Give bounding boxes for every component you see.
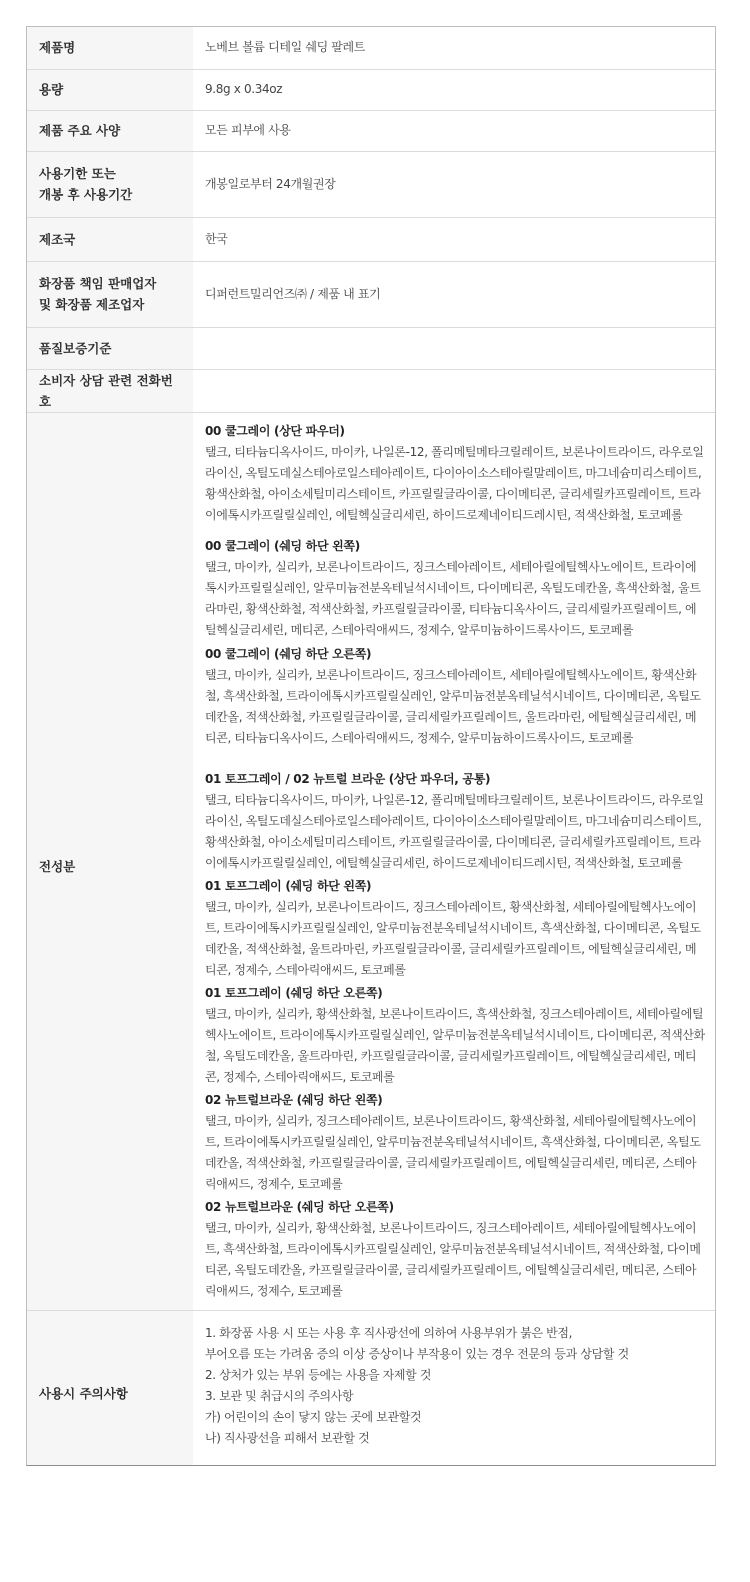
row-label: 용량 <box>27 69 193 110</box>
row-precautions <box>27 1310 715 1465</box>
row-label: 품질보증기준 <box>27 327 193 369</box>
ingredient-section-title: 02 뉴트럴브라운 (쉐딩 하단 오른쪽) <box>205 1199 394 1214</box>
row-product-name <box>27 27 715 69</box>
ingredient-section <box>205 876 705 981</box>
ingredient-section-title: 01 토프그레이 (쉐딩 하단 오른쪽) <box>205 985 383 1000</box>
row-label <box>27 261 193 327</box>
ingredient-section-body: 탤크, 마이카, 실리카, 징크스테아레이트, 보론나이트라이드, 황색산화철, 세테아릴에틸헥사노에이트, 트라이에톡시카프릴릴실레인, 알루미늄전분옥테닐석시네이트, 흑색산화철, 다이메티콘, 옥틸도데칸올, 적색산화철, 카프릴릴글라이콜, 글리세릴카프릴레이트, 에틸헥실글리세린, 메티콘, 스테아릭애씨드, 정제수, 토코페롤 <box>205 1113 701 1191</box>
ingredient-section-body: 탤크, 티타늄디옥사이드, 마이카, 나일론-12, 폴리메틸메타크릴레이트, 보론나이트라이드, 라우로일라이신, 옥틸도데실스테아로일스테아레이트, 다이아이소스테아릴말레이트, 마그네슘미리스테이트, 황색산화철, 아이소세틸미리스테이트, 카프릴릴글라이콜, 다이메티콘, 글리세릴카프릴레이트, 트라이에톡시카프릴릴실레인, 에틸헥실글리세린, 하이드로제네이티드레시틴, 적색산화철, 토코페롤 <box>205 792 704 870</box>
ingredient-section-body: 탤크, 티타늄디옥사이드, 마이카, 나일론-12, 폴리메틸메타크릴레이트, 보론나이트라이드, 라우로일라이신, 옥틸도데실스테아로일스테아레이트, 다이아이소스테아릴말레이트, 마그네슘미리스테이트, 황색산화철, 아이소세틸미리스테이트, 카프릴릴글라이콜, 다이메티콘, 글리세릴카프릴레이트, 트라이에톡시카프릴릴실레인, 에틸헥실글리세린, 하이드로제네이티드레시틴, 적색산화철, 토코페롤 <box>205 444 704 522</box>
ingredients-list <box>193 412 715 1310</box>
ingredient-section-title: 02 뉴트럴브라운 (쉐딩 하단 왼쪽) <box>205 1092 383 1107</box>
ingredient-section <box>205 536 705 641</box>
row-value <box>193 327 715 369</box>
row-label: 전성분 <box>27 412 193 1310</box>
ingredient-section-title: 01 토프그레이 / 02 뉴트럴 브라운 (상단 파우더, 공통) <box>205 771 491 786</box>
ingredient-section <box>205 1090 705 1195</box>
row-spec <box>27 110 715 151</box>
ingredient-section <box>205 983 705 1088</box>
row-capacity <box>27 69 715 110</box>
ingredient-section-title: 01 토프그레이 (쉐딩 하단 왼쪽) <box>205 878 372 893</box>
precaution-line: 나) 직사광선을 피해서 보관할 것 <box>205 1430 370 1445</box>
ingredient-section <box>205 769 705 874</box>
row-label: 제조국 <box>27 217 193 261</box>
ingredient-section <box>205 421 705 526</box>
ingredient-section-title: 00 쿨그레이 (쉐딩 하단 오른쪽) <box>205 646 372 661</box>
info-table <box>27 27 715 1465</box>
precaution-line: 2. 상처가 있는 부위 등에는 사용을 자제할 것 <box>205 1367 432 1382</box>
ingredient-section-body: 탤크, 마이카, 실리카, 보론나이트라이드, 징크스테아레이트, 세테아릴에틸헥사노에이트, 황색산화철, 흑색산화철, 트라이에톡시카프릴릴실레인, 알루미늄전분옥테닐석시네이트, 다이메티콘, 옥틸도데칸올, 적색산화철, 카프릴릴글라이콜, 글리세릴카프릴레이트, 울트라마린, 에틸헥실글리세린, 메티콘, 티타늄디옥사이드, 스테아릭애씨드, 정제수, 알루미늄하이드록사이드, 토코페롤 <box>205 667 701 745</box>
precaution-line: 1. 화장품 사용 시 또는 사용 후 직사광선에 의하여 사용부위가 붉은 반점, <box>205 1325 573 1340</box>
row-quality-standard <box>27 327 715 369</box>
row-label: 제품명 <box>27 27 193 69</box>
row-label-line: 화장품 책임 판매업자 <box>39 276 157 291</box>
row-label-line: 및 화장품 제조업자 <box>39 297 145 312</box>
product-info-table <box>26 26 716 1466</box>
precautions-list <box>193 1310 715 1465</box>
precaution-line: 가) 어린이의 손이 닿지 않는 곳에 보관할것 <box>205 1409 422 1424</box>
row-value: 모든 피부에 사용 <box>193 110 715 151</box>
ingredient-section-body: 탤크, 마이카, 실리카, 황색산화철, 보론나이트라이드, 징크스테아레이트, 세테아릴에틸헥사노에이트, 흑색산화철, 트라이에톡시카프릴릴실레인, 알루미늄전분옥테닐석시네이트, 적색산화철, 다이메티콘, 옥틸도데칸올, 카프릴릴글라이콜, 글리세릴카프릴레이트, 에틸헥실글리세린, 메티콘, 스테아릭애씨드, 정제수, 토코페롤 <box>205 1220 701 1298</box>
row-phone <box>27 369 715 412</box>
row-label-line: 사용기한 또는 <box>39 166 116 181</box>
row-manufacturer <box>27 261 715 327</box>
precaution-line: 3. 보관 및 취급시의 주의사항 <box>205 1388 354 1403</box>
ingredient-section-body: 탤크, 마이카, 실리카, 보론나이트라이드, 징크스테아레이트, 세테아릴에틸헥사노에이트, 트라이에톡시카프릴릴실레인, 알루미늄전분옥테닐석시네이트, 다이메티콘, 옥틸도데칸올, 흑색산화철, 울트라마린, 황색산화철, 적색산화철, 카프릴릴글라이콜, 티타늄디옥사이드, 글리세릴카프릴레이트, 에틸헥실글리세린, 메티콘, 스테아릭애씨드, 정제수, 알루미늄하이드록사이드, 토코페롤 <box>205 559 701 637</box>
ingredient-section-title: 00 쿨그레이 (쉐딩 하단 왼쪽) <box>205 538 360 553</box>
row-label: 사용시 주의사항 <box>27 1310 193 1465</box>
row-label: 제품 주요 사양 <box>27 110 193 151</box>
row-value: 9.8g x 0.34oz <box>193 69 715 110</box>
row-label: 소비자 상담 관련 전화번호 <box>27 369 193 412</box>
ingredient-section <box>205 1197 705 1302</box>
row-value <box>193 369 715 412</box>
ingredient-section-title: 00 쿨그레이 (상단 파우더) <box>205 423 345 438</box>
row-ingredients <box>27 412 715 1310</box>
row-value: 한국 <box>193 217 715 261</box>
row-label <box>27 151 193 217</box>
row-country <box>27 217 715 261</box>
ingredient-section-body: 탤크, 마이카, 실리카, 보론나이트라이드, 징크스테아레이트, 황색산화철, 세테아릴에틸헥사노에이트, 트라이에톡시카프릴릴실레인, 알루미늄전분옥테닐석시네이트, 흑색산화철, 다이메티콘, 옥틸도데칸올, 적색산화철, 울트라마린, 카프릴릴글라이콜, 글리세릴카프릴레이트, 에틸헥실글리세린, 메티콘, 정제수, 스테아릭애씨드, 토코페롤 <box>205 899 701 977</box>
row-expiry <box>27 151 715 217</box>
row-value: 개봉일로부터 24개월권장 <box>193 151 715 217</box>
row-value: 노베브 볼륨 디테일 쉐딩 팔레트 <box>193 27 715 69</box>
ingredient-section-body: 탤크, 마이카, 실리카, 황색산화철, 보론나이트라이드, 흑색산화철, 징크스테아레이트, 세테아릴에틸헥사노에이트, 트라이에톡시카프릴릴실레인, 알루미늄전분옥테닐석시네이트, 다이메티콘, 적색산화철, 옥틸도데칸올, 울트라마린, 카프릴릴글라이콜, 글리세릴카프릴레이트, 에틸헥실글리세린, 메티콘, 정제수, 스테아릭애씨드, 토코페롤 <box>205 1006 705 1084</box>
row-label-line: 개봉 후 사용기간 <box>39 187 133 202</box>
ingredient-section <box>205 644 705 749</box>
row-value: 디퍼런트밀리언즈㈜ / 제품 내 표기 <box>193 261 715 327</box>
precaution-line: 부어오름 또는 가려움 증의 이상 증상이나 부작용이 있는 경우 전문의 등과 상담할 것 <box>205 1346 629 1361</box>
